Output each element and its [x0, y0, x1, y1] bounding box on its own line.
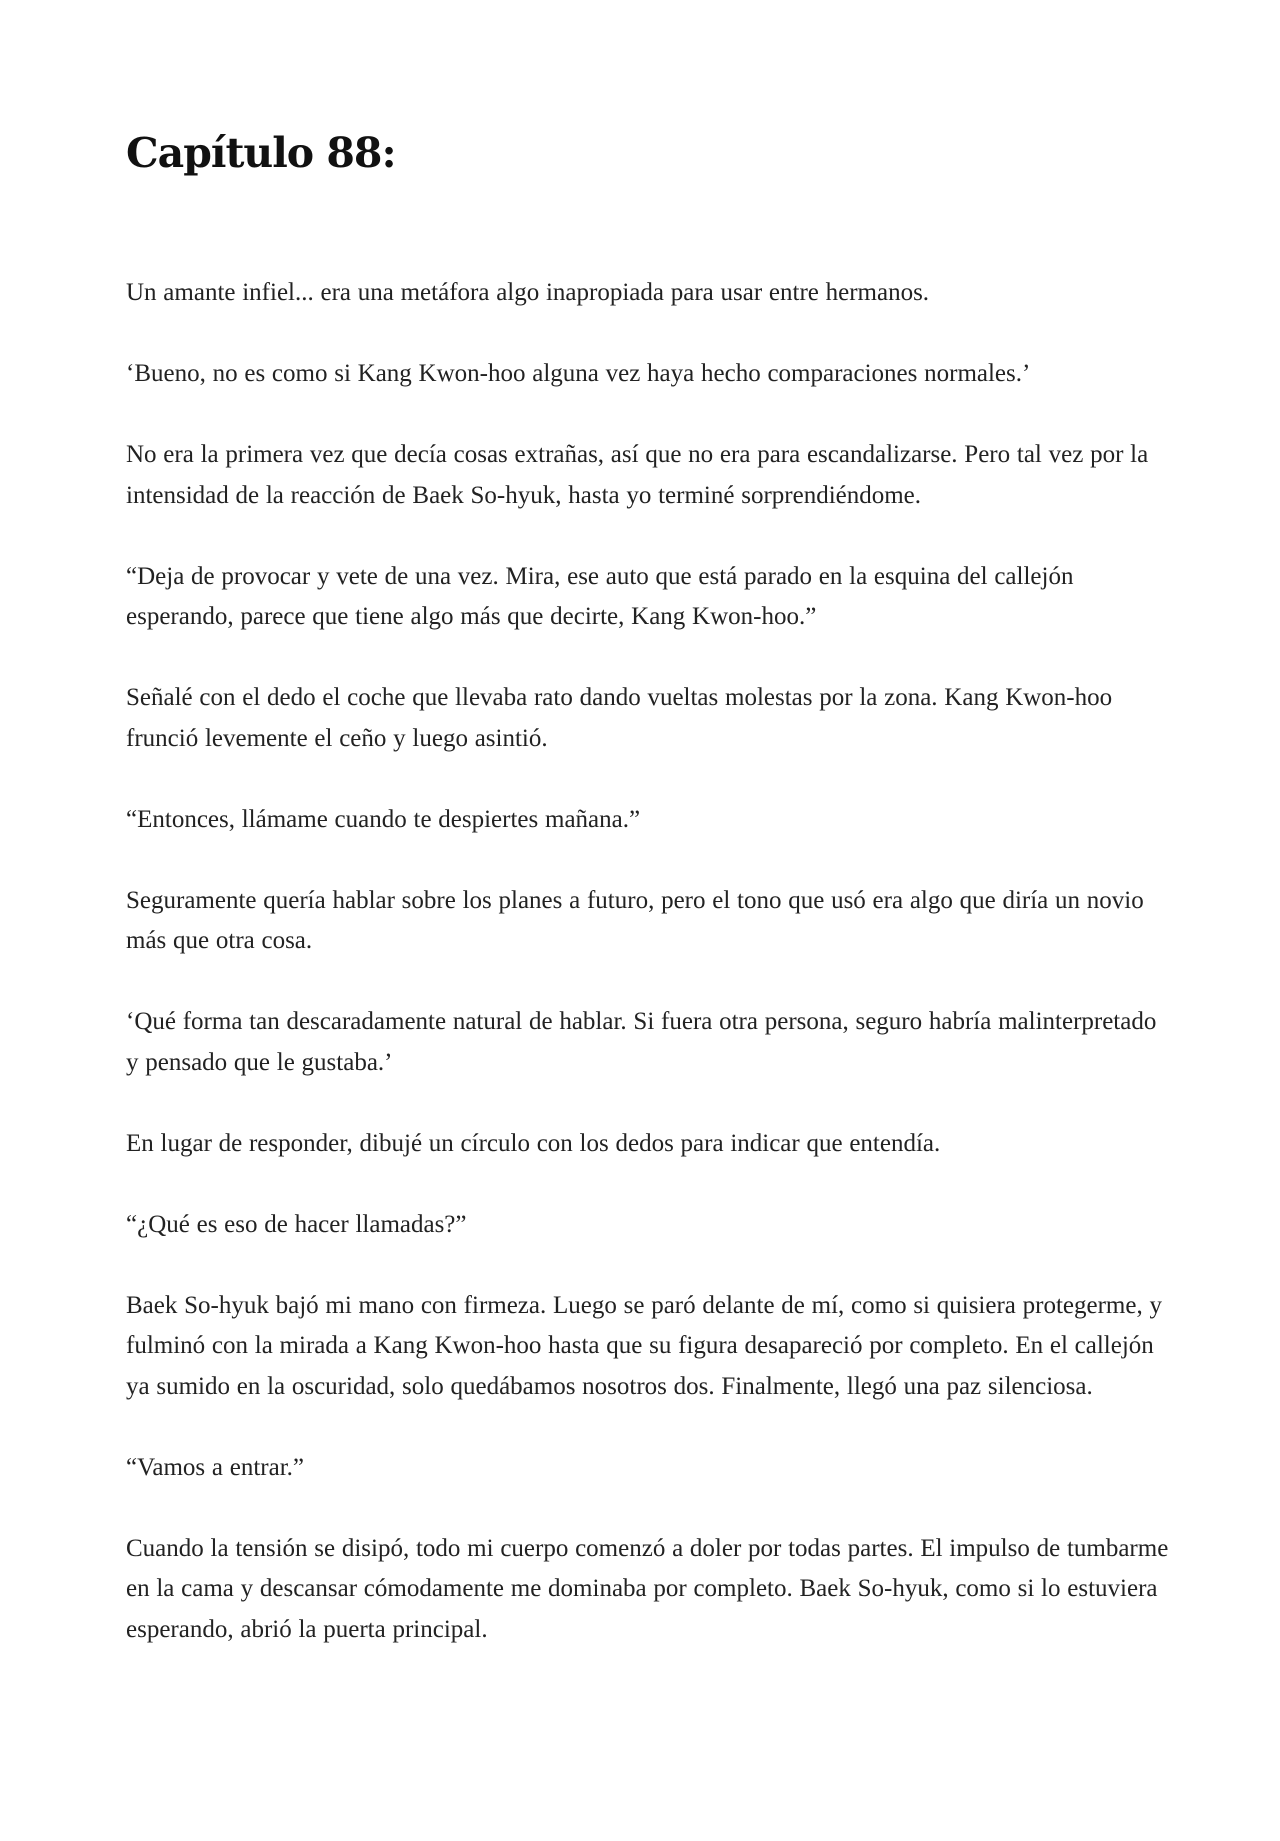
paragraph: Un amante infiel... era una metáfora algo inapropiada para usar entre hermanos.: [126, 279, 930, 306]
chapter-body: [126, 273, 1170, 1650]
paragraph: ‘Qué forma tan descaradamente natural de hablar. Si fuera otra persona, seguro habría malinterpretado y pensado que le gustaba.’: [126, 1008, 1157, 1076]
chapter-title: Capítulo 88:: [126, 129, 396, 177]
paragraph: En lugar de responder, dibujé un círculo con los dedos para indicar que entendía.: [126, 1129, 941, 1157]
paragraph: Cuando la tensión se disipó, todo mi cuerpo comenzó a doler por todas partes. El impulso de tumbarme en la cama y descansar cómodamente me dominaba por completo. Baek So-hyuk, como si lo estuviera esperando, abrió la puerta principal.: [126, 1534, 1169, 1643]
paragraph: ‘Bueno, no es como si Kang Kwon-hoo alguna vez haya hecho comparaciones normales.’: [126, 360, 1031, 387]
paragraph: Baek So-hyuk bajó mi mano con firmeza. Luego se paró delante de mí, como si quisiera protegerme, y fulminó con la mirada a Kang Kwon-hoo hasta que su figura desapareció por completo. En el callejón ya sumido en la oscuridad, solo quedábamos nosotros dos. Finalmente, llegó una paz silenciosa.: [126, 1291, 1162, 1400]
paragraph: “Vamos a entrar.”: [126, 1453, 305, 1481]
paragraph: No era la primera vez que decía cosas extrañas, así que no era para escandalizarse. Pero tal vez por la intensidad de la reacción de Baek So-hyuk, hasta yo terminé sorprendiéndome.: [126, 441, 1149, 509]
paragraph: Señalé con el dedo el coche que llevaba rato dando vueltas molestas por la zona. Kang Kwon-hoo frunció levemente el ceño y luego asintió.: [126, 684, 1113, 752]
paragraph: “Entonces, llámame cuando te despiertes mañana.”: [126, 805, 641, 833]
paragraph: Seguramente quería hablar sobre los planes a futuro, pero el tono que usó era algo que diría un novio más que otra cosa.: [126, 886, 1144, 954]
paragraph: “Deja de provocar y vete de una vez. Mira, ese auto que está parado en la esquina del callejón esperando, parece que tiene algo más que decirte, Kang Kwon-hoo.”: [126, 562, 1074, 630]
paragraph: “¿Qué es eso de hacer llamadas?”: [126, 1210, 467, 1238]
